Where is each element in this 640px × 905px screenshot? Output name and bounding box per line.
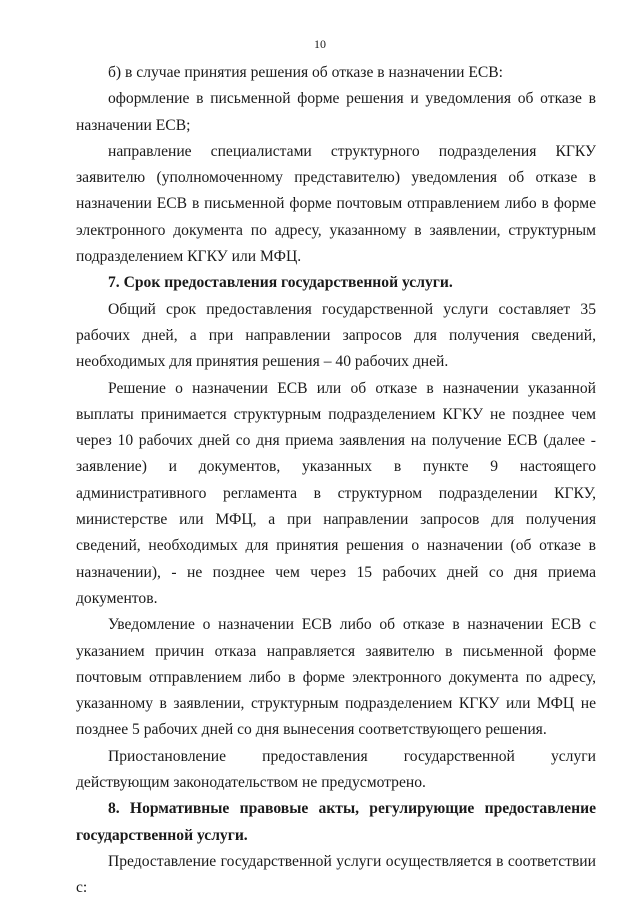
section-heading-8: 8. Нормативные правовые акты, регулирующие предоставление государственной услуги.	[76, 800, 596, 844]
paragraph-legal-basis: Предоставление государственной услуги осуществляется в соответствии с:	[76, 852, 596, 897]
page-number: 10	[314, 37, 326, 51]
section-heading-7: 7. Срок предоставления государственной услуги.	[108, 274, 453, 292]
paragraph-total-term: Общий срок предоставления государственной услуги составляет 35 рабочих дней, а при направлении запросов для получения сведений, необходимых для принятия решения – 40 рабочих дней.	[76, 300, 596, 371]
paragraph-suspension: Приостановление предоставления государственной услуги действующим законодательством не предусмотрено.	[76, 747, 596, 792]
paragraph-refusal-decision: оформление в письменной форме решения и уведомления об отказе в назначении ЕСВ;	[76, 90, 596, 134]
document-body	[76, 60, 596, 902]
paragraph-refusal-notice: направление специалистами структурного подразделения КГКУ заявителю (уполномоченному представителю) уведомления об отказе в назначении ЕСВ в письменной форме почтовым отправлением либо в форме электронного документа по адресу, указанному в заявлении, структурным подразделением КГКУ или МФЦ.	[76, 142, 596, 266]
paragraph-refusal-intro: б) в случае принятия решения об отказе в назначении ЕСВ:	[108, 64, 503, 81]
paragraph-notification: Уведомление о назначении ЕСВ либо об отказе в назначении ЕСВ с указанием причин отказа направляется заявителю в письменной форме почтовым отправлением либо в форме электронного документа по адресу, указанному в заявлении, структурным подразделением КГКУ или МФЦ не позднее 5 рабочих дней со дня вынесения соответствующего решения.	[76, 616, 596, 739]
paragraph-decision-term: Решение о назначении ЕСВ или об отказе в назначении указанной выплаты принимается структурным подразделением КГКУ не позднее чем через 10 рабочих дней со дня приема заявления на получение ЕСВ (далее - заявление) и документов, указанных в пункте 9 настоящего административного регламента в структурном подразделении КГКУ, министерстве или МФЦ, а при направлении запросов для получения сведений, необходимых для принятия решения о назначении (об отказе в назначении), - не позднее чем через 15 рабочих дней со дня приема документов.	[76, 379, 596, 607]
